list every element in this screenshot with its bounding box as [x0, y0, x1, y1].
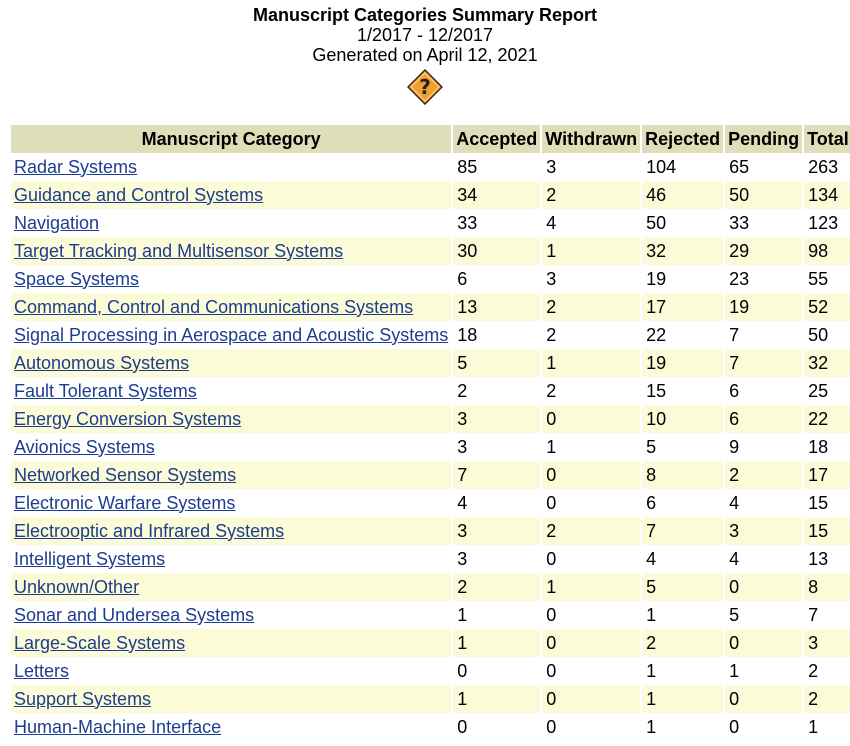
- total-count-cell: 22: [804, 405, 850, 433]
- table-row: [11, 461, 850, 489]
- accepted-count-cell: 2: [453, 573, 540, 601]
- category-link[interactable]: Signal Processing in Aerospace and Acoustic Systems: [14, 324, 449, 345]
- category-cell: [11, 153, 451, 181]
- pending-count-cell: 0: [725, 573, 802, 601]
- pending-count-cell: 6: [725, 377, 802, 405]
- rejected-count-cell: 7: [642, 517, 723, 545]
- column-header-pending: Pending: [725, 125, 802, 153]
- accepted-count-cell: 0: [453, 657, 540, 685]
- pending-count-cell: 9: [725, 433, 802, 461]
- rejected-count-cell: 46: [642, 181, 723, 209]
- table-row: [11, 265, 850, 293]
- category-link[interactable]: Navigation: [14, 212, 100, 233]
- pending-count-cell: 0: [725, 685, 802, 713]
- withdrawn-count-cell: 0: [542, 405, 640, 433]
- total-count-cell: 15: [804, 489, 850, 517]
- rejected-count-cell: 5: [642, 433, 723, 461]
- category-link[interactable]: Support Systems: [14, 688, 152, 709]
- table-row: [11, 601, 850, 629]
- table-row: [11, 433, 850, 461]
- total-count-cell: 98: [804, 237, 850, 265]
- withdrawn-count-cell: 2: [542, 321, 640, 349]
- withdrawn-count-cell: 4: [542, 209, 640, 237]
- pending-count-cell: 33: [725, 209, 802, 237]
- pending-count-cell: 29: [725, 237, 802, 265]
- accepted-count-cell: 1: [453, 629, 540, 657]
- total-count-cell: 50: [804, 321, 850, 349]
- withdrawn-count-cell: 1: [542, 349, 640, 377]
- pending-count-cell: 50: [725, 181, 802, 209]
- withdrawn-count-cell: 2: [542, 517, 640, 545]
- category-cell: [11, 181, 451, 209]
- total-count-cell: 8: [804, 573, 850, 601]
- withdrawn-count-cell: 0: [542, 545, 640, 573]
- accepted-count-cell: 0: [453, 713, 540, 741]
- category-link[interactable]: Networked Sensor Systems: [14, 464, 237, 485]
- rejected-count-cell: 19: [642, 265, 723, 293]
- category-link[interactable]: Large-Scale Systems: [14, 632, 186, 653]
- category-link[interactable]: Target Tracking and Multisensor Systems: [14, 240, 344, 261]
- pending-count-cell: 0: [725, 713, 802, 741]
- rejected-count-cell: 32: [642, 237, 723, 265]
- accepted-count-cell: 6: [453, 265, 540, 293]
- accepted-count-cell: 2: [453, 377, 540, 405]
- table-row: [11, 237, 850, 265]
- category-link[interactable]: Autonomous Systems: [14, 352, 190, 373]
- table-row: [11, 349, 850, 377]
- withdrawn-count-cell: 0: [542, 713, 640, 741]
- total-count-cell: 2: [804, 657, 850, 685]
- category-link[interactable]: Letters: [14, 660, 70, 681]
- category-cell: [11, 573, 451, 601]
- table-row: [11, 713, 850, 741]
- category-link[interactable]: Electronic Warfare Systems: [14, 492, 236, 513]
- category-cell: [11, 489, 451, 517]
- withdrawn-count-cell: 2: [542, 377, 640, 405]
- table-row: [11, 489, 850, 517]
- category-cell: [11, 377, 451, 405]
- category-link[interactable]: Sonar and Undersea Systems: [14, 604, 255, 625]
- accepted-count-cell: 3: [453, 405, 540, 433]
- total-count-cell: 123: [804, 209, 850, 237]
- table-row: [11, 573, 850, 601]
- pending-count-cell: 65: [725, 153, 802, 181]
- pending-count-cell: 7: [725, 349, 802, 377]
- category-link[interactable]: Intelligent Systems: [14, 548, 166, 569]
- pending-count-cell: 0: [725, 629, 802, 657]
- withdrawn-count-cell: 0: [542, 657, 640, 685]
- category-cell: [11, 685, 451, 713]
- total-count-cell: 134: [804, 181, 850, 209]
- table-row: [11, 685, 850, 713]
- withdrawn-count-cell: 2: [542, 293, 640, 321]
- table-row: [11, 153, 850, 181]
- rejected-count-cell: 10: [642, 405, 723, 433]
- rejected-count-cell: 1: [642, 685, 723, 713]
- total-count-cell: 1: [804, 713, 850, 741]
- withdrawn-count-cell: 1: [542, 237, 640, 265]
- pending-count-cell: 1: [725, 657, 802, 685]
- category-cell: [11, 629, 451, 657]
- withdrawn-count-cell: 0: [542, 629, 640, 657]
- category-link[interactable]: Energy Conversion Systems: [14, 408, 242, 429]
- column-header-total: Total: [804, 125, 850, 153]
- rejected-count-cell: 15: [642, 377, 723, 405]
- total-count-cell: 55: [804, 265, 850, 293]
- rejected-count-cell: 22: [642, 321, 723, 349]
- pending-count-cell: 6: [725, 405, 802, 433]
- table-row: [11, 377, 850, 405]
- accepted-count-cell: 3: [453, 433, 540, 461]
- withdrawn-count-cell: 1: [542, 573, 640, 601]
- total-count-cell: 7: [804, 601, 850, 629]
- table-row: [11, 209, 850, 237]
- total-count-cell: 32: [804, 349, 850, 377]
- accepted-count-cell: 3: [453, 545, 540, 573]
- category-cell: [11, 545, 451, 573]
- rejected-count-cell: 17: [642, 293, 723, 321]
- total-count-cell: 52: [804, 293, 850, 321]
- total-count-cell: 17: [804, 461, 850, 489]
- rejected-count-cell: 2: [642, 629, 723, 657]
- generated-date: Generated on April 12, 2021: [312, 45, 538, 65]
- category-link[interactable]: Space Systems: [14, 268, 140, 289]
- rejected-count-cell: 6: [642, 489, 723, 517]
- total-count-cell: 15: [804, 517, 850, 545]
- withdrawn-count-cell: 3: [542, 153, 640, 181]
- total-count-cell: 2: [804, 685, 850, 713]
- category-link[interactable]: Guidance and Control Systems: [14, 184, 264, 205]
- rejected-count-cell: 19: [642, 349, 723, 377]
- table-row: [11, 545, 850, 573]
- column-header-withdrawn: Withdrawn: [542, 125, 640, 153]
- question-diamond-icon[interactable]: [407, 69, 443, 105]
- rejected-count-cell: 1: [642, 713, 723, 741]
- category-cell: [11, 405, 451, 433]
- pending-count-cell: 23: [725, 265, 802, 293]
- rejected-count-cell: 104: [642, 153, 723, 181]
- accepted-count-cell: 3: [453, 517, 540, 545]
- date-range: 1/2017 - 12/2017: [356, 25, 494, 45]
- category-summary-table: [9, 125, 850, 741]
- table-row: [11, 517, 850, 545]
- pending-count-cell: 4: [725, 545, 802, 573]
- column-header-accepted: Accepted: [453, 125, 540, 153]
- category-link[interactable]: Unknown/Other: [14, 576, 140, 597]
- table-header-row: [11, 125, 850, 153]
- pending-count-cell: 2: [725, 461, 802, 489]
- total-count-cell: 25: [804, 377, 850, 405]
- table-row: [11, 321, 850, 349]
- table-row: [11, 657, 850, 685]
- category-cell: [11, 657, 451, 685]
- pending-count-cell: 4: [725, 489, 802, 517]
- column-header-category: Manuscript Category: [11, 125, 451, 153]
- category-cell: [11, 237, 451, 265]
- table-row: [11, 629, 850, 657]
- table-row: [11, 181, 850, 209]
- total-count-cell: 3: [804, 629, 850, 657]
- table-row: [11, 405, 850, 433]
- rejected-count-cell: 4: [642, 545, 723, 573]
- pending-count-cell: 3: [725, 517, 802, 545]
- category-cell: [11, 601, 451, 629]
- category-cell: [11, 265, 451, 293]
- category-link[interactable]: Avionics Systems: [14, 436, 155, 457]
- accepted-count-cell: 34: [453, 181, 540, 209]
- column-header-rejected: Rejected: [642, 125, 723, 153]
- withdrawn-count-cell: 0: [542, 489, 640, 517]
- accepted-count-cell: 5: [453, 349, 540, 377]
- rejected-count-cell: 5: [642, 573, 723, 601]
- withdrawn-count-cell: 0: [542, 685, 640, 713]
- accepted-count-cell: 13: [453, 293, 540, 321]
- total-count-cell: 263: [804, 153, 850, 181]
- total-count-cell: 13: [804, 545, 850, 573]
- category-cell: [11, 433, 451, 461]
- report-header: [0, 0, 850, 105]
- category-cell: [11, 293, 451, 321]
- withdrawn-count-cell: 1: [542, 433, 640, 461]
- category-cell: [11, 461, 451, 489]
- withdrawn-count-cell: 2: [542, 181, 640, 209]
- category-cell: [11, 517, 451, 545]
- total-count-cell: 18: [804, 433, 850, 461]
- accepted-count-cell: 33: [453, 209, 540, 237]
- rejected-count-cell: 1: [642, 657, 723, 685]
- withdrawn-count-cell: 3: [542, 265, 640, 293]
- category-link[interactable]: Command, Control and Communications Systems: [14, 296, 414, 317]
- withdrawn-count-cell: 0: [542, 601, 640, 629]
- category-cell: [11, 713, 451, 741]
- pending-count-cell: 19: [725, 293, 802, 321]
- accepted-count-cell: 1: [453, 601, 540, 629]
- accepted-count-cell: 4: [453, 489, 540, 517]
- page-title: Manuscript Categories Summary Report: [252, 5, 598, 25]
- rejected-count-cell: 8: [642, 461, 723, 489]
- pending-count-cell: 7: [725, 321, 802, 349]
- pending-count-cell: 5: [725, 601, 802, 629]
- accepted-count-cell: 30: [453, 237, 540, 265]
- accepted-count-cell: 18: [453, 321, 540, 349]
- rejected-count-cell: 1: [642, 601, 723, 629]
- category-link[interactable]: Human-Machine Interface: [14, 716, 222, 737]
- category-link[interactable]: Radar Systems: [14, 156, 138, 177]
- category-link[interactable]: Electrooptic and Infrared Systems: [14, 520, 285, 541]
- svg-text:?: ?: [419, 75, 431, 99]
- category-cell: [11, 321, 451, 349]
- table-row: [11, 293, 850, 321]
- accepted-count-cell: 7: [453, 461, 540, 489]
- category-cell: [11, 349, 451, 377]
- category-link[interactable]: Fault Tolerant Systems: [14, 380, 197, 401]
- help-icon-wrap: [0, 69, 850, 105]
- table-body: [11, 153, 850, 741]
- accepted-count-cell: 1: [453, 685, 540, 713]
- accepted-count-cell: 85: [453, 153, 540, 181]
- category-cell: [11, 209, 451, 237]
- withdrawn-count-cell: 0: [542, 461, 640, 489]
- rejected-count-cell: 50: [642, 209, 723, 237]
